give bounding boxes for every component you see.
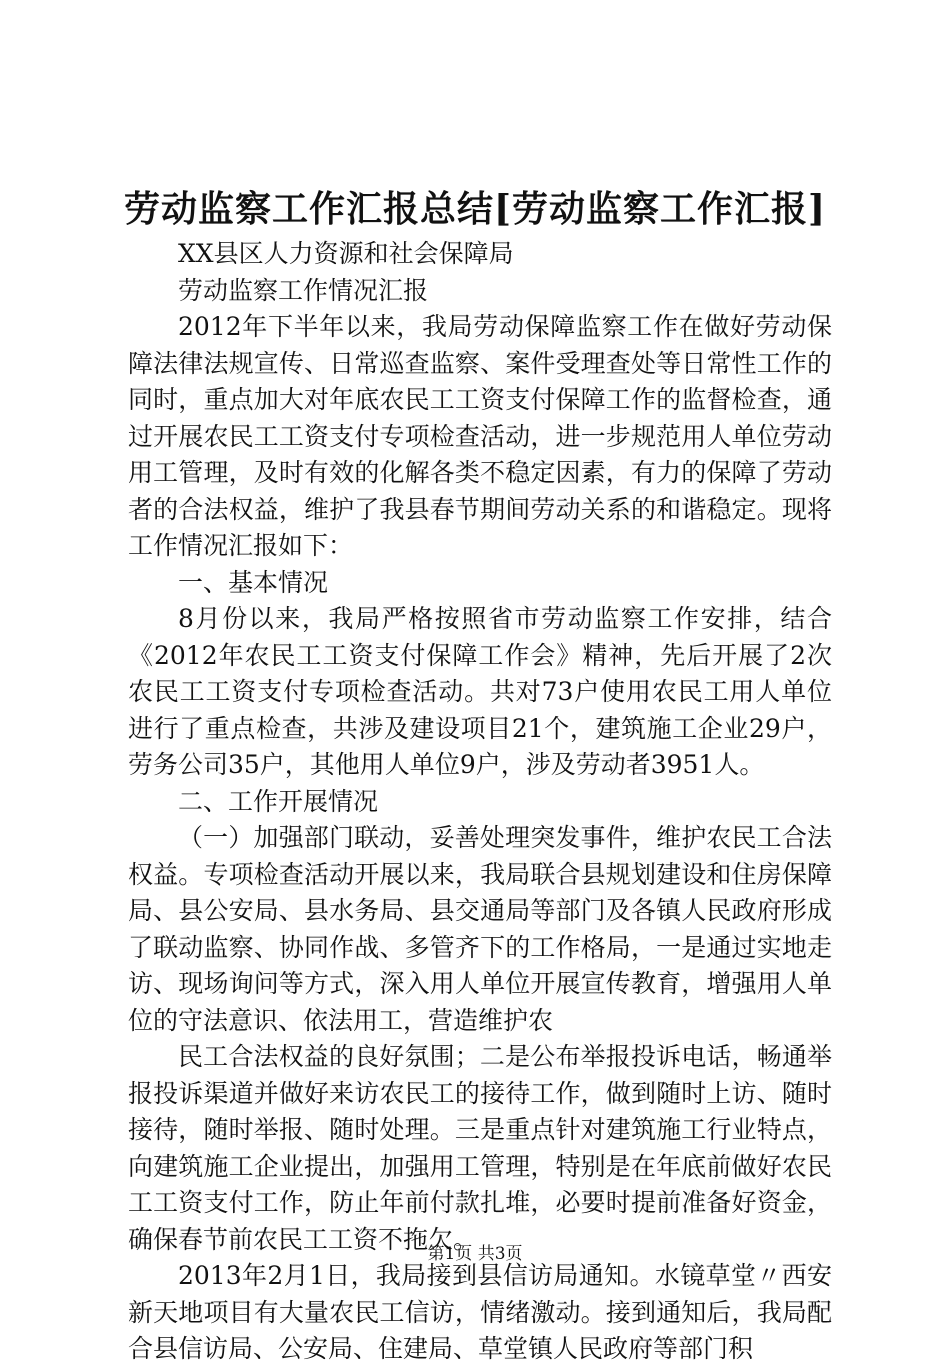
page-indicator: 第1页 共3页 [427, 1244, 523, 1264]
paragraph-intro: 2012年下半年以来，我局劳动保障监察工作在做好劳动保障法律法规宣传、日常巡查监察、案件受理查处等日常性工作的同时，重点加大对年底农民工工资支付保障工作的监督检查，通过开展农民工工资支付专项检查活动，进一步规范用人单位劳动用工管理，及时有效的化解各类不稳定因素，有力的保障了劳动者的合法权益，维护了我县春节期间劳动关系的和谐稳定。现将工作情况汇报如下： [128, 312, 832, 560]
paragraph-basic-situation: 8月份以来，我局严格按照省市劳动监察工作安排，结合《2012年农民工工资支付保障工作会》精神，先后开展了2次农民工工资支付专项检查活动。共对73户使用农民工用人单位进行了重点检查，共涉及建设项目21个，建筑施工企业29户，劳务公司35户，其他用人单位9户，涉及劳动者3951人。 [128, 604, 832, 779]
paragraph-org-name: XX县区人力资源和社会保障局 [178, 239, 514, 268]
paragraph-work-1: （一）加强部门联动，妥善处理突发事件，维护农民工合法权益。专项检查活动开展以来，我局联合县规划建设和住房保障局、县公安局、县水务局、县交通局等部门及各镇人民政府形成了联动监察、协同作战、多管齐下的工作格局，一是通过实地走访、现场询问等方式，深入用人单位开展宣传教育，增强用人单位的守法意识、依法用工，营造维护农 [128, 823, 832, 1035]
paragraph-work-3: 2013年2月1日，我局接到县信访局通知。水镜草堂〃西安新天地项目有大量农民工信访，情绪激动。接到通知后，我局配合县信访局、公安局、住建局、草堂镇人民政府等部门积 [128, 1261, 832, 1363]
section-heading-basic: 一、基本情况 [178, 567, 329, 597]
document-title: 劳动监察工作汇报总结[劳动监察工作汇报] [123, 188, 827, 230]
paragraph-work-2: 民工合法权益的良好氛围；二是公布举报投诉电话，畅通举报投诉渠道并做好来访农民工的接待工作，做到随时上访、随时接待，随时举报、随时处理。三是重点针对建筑施工行业特点，向建筑施工企业提出，加强用工管理，特别是在年底前做好农民工工资支付工作，防止年前付款扎堆，必要时提前准备好资金，确保春节前农民工工资不拖欠。 [128, 1042, 832, 1254]
section-heading-work: 二、工作开展情况 [178, 786, 379, 816]
paragraph-report-title: 劳动监察工作情况汇报 [178, 275, 429, 305]
document-body [128, 236, 832, 1368]
